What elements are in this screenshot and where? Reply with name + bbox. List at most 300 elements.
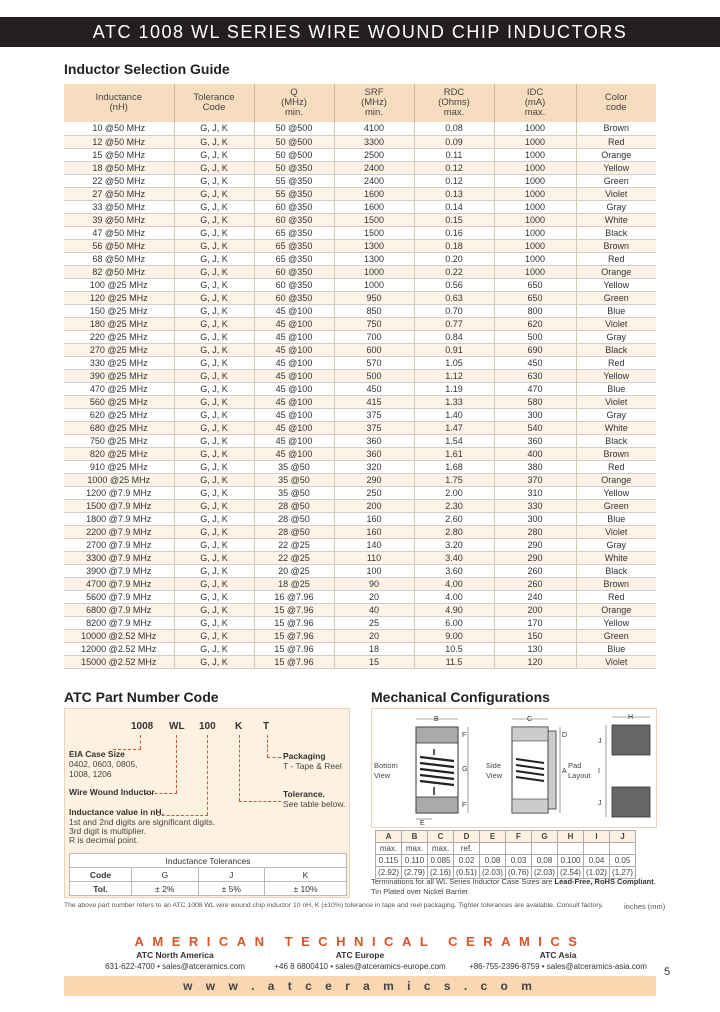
dim-cell: J <box>610 831 636 843</box>
table-cell: G, J, K <box>174 278 254 291</box>
table-cell: 0.11 <box>414 148 494 161</box>
table-cell: G, J, K <box>174 460 254 473</box>
table-cell: 45 @100 <box>254 343 334 356</box>
table-cell: 360 <box>334 447 414 460</box>
tolerance-desc: See table below. <box>283 799 346 809</box>
table-cell: 1000 <box>494 252 576 265</box>
table-cell: 18 @50 MHz <box>64 161 174 174</box>
table-cell: 50 @500 <box>254 135 334 148</box>
tolerance-table <box>69 853 347 896</box>
table-cell: 290 <box>494 538 576 551</box>
table-cell: Yellow <box>576 486 656 499</box>
table-cell: 55 @350 <box>254 187 334 200</box>
table-cell: G, J, K <box>174 473 254 486</box>
table-row <box>64 382 656 395</box>
code-packaging: T <box>263 721 270 732</box>
table-cell: 45 @100 <box>254 304 334 317</box>
dim-cell: G <box>532 831 558 843</box>
table-cell: 3.20 <box>414 538 494 551</box>
table-cell: 1000 <box>494 187 576 200</box>
table-cell: Gray <box>576 538 656 551</box>
table-cell: 1000 <box>494 200 576 213</box>
table-row <box>64 525 656 538</box>
table-row <box>64 590 656 603</box>
dim-cell: 0.115 <box>376 855 402 867</box>
table-row <box>64 603 656 616</box>
dim-cell <box>610 843 636 855</box>
case-size-values: 0402, 0603, 0805, 1008, 1206 <box>69 759 138 779</box>
table-cell: 47 @50 MHz <box>64 226 174 239</box>
tol-value-label: Tol. <box>70 882 132 896</box>
office-asia: ATC Asia +86-755-2396-8759 • sales@atceramics-asia.com <box>469 950 647 971</box>
table-cell: 140 <box>334 538 414 551</box>
table-cell: 35 @50 <box>254 473 334 486</box>
tolerance-label: Tolerance. <box>283 789 325 799</box>
tol-value-k: ± 10% <box>265 882 347 896</box>
dim-cell: max. <box>376 843 402 855</box>
table-cell: G, J, K <box>174 499 254 512</box>
table-row <box>64 356 656 369</box>
table-cell: G, J, K <box>174 369 254 382</box>
leader-tol <box>239 735 240 801</box>
dim-i-label: I <box>598 768 600 775</box>
table-row <box>64 265 656 278</box>
dim-a-label: A <box>562 768 567 775</box>
table-cell: 1.54 <box>414 434 494 447</box>
table-cell: Violet <box>576 187 656 200</box>
dim-cell <box>480 843 506 855</box>
wire-wound-label: Wire Wound Inductor <box>69 787 155 797</box>
table-cell: 0.12 <box>414 161 494 174</box>
table-cell: 620 <box>494 317 576 330</box>
table-cell: 12 @50 MHz <box>64 135 174 148</box>
table-cell: 68 @50 MHz <box>64 252 174 265</box>
table-cell: 4.90 <box>414 603 494 616</box>
table-cell: 15 @7.96 <box>254 603 334 616</box>
dimension-table <box>375 830 636 879</box>
table-row <box>64 343 656 356</box>
table-row <box>64 291 656 304</box>
table-row <box>64 473 656 486</box>
table-cell: Gray <box>576 330 656 343</box>
table-cell: 22 @25 <box>254 551 334 564</box>
office-europe: ATC Europe +46 8 6800410 • sales@atceramics-europe.com <box>274 950 446 971</box>
dim-cell: D <box>454 831 480 843</box>
dim-cell: H <box>558 831 584 843</box>
table-cell: 15 @7.96 <box>254 616 334 629</box>
tol-code-label: Code <box>70 868 132 882</box>
table-cell: 850 <box>334 304 414 317</box>
table-cell: 27 @50 MHz <box>64 187 174 200</box>
table-cell: G, J, K <box>174 655 254 668</box>
dim-letter-row <box>376 831 636 843</box>
table-cell: 0.15 <box>414 213 494 226</box>
table-cell: 22 @50 MHz <box>64 174 174 187</box>
dim-g-label: G <box>462 766 468 773</box>
table-row <box>64 148 656 161</box>
table-cell: 1300 <box>334 239 414 252</box>
table-row <box>64 226 656 239</box>
table-cell: 1000 <box>494 265 576 278</box>
table-cell: 415 <box>334 395 414 408</box>
table-cell: 20 <box>334 590 414 603</box>
table-cell: 4.00 <box>414 577 494 590</box>
table-row <box>64 122 656 135</box>
table-cell: 580 <box>494 395 576 408</box>
table-cell: Red <box>576 252 656 265</box>
table-row <box>64 512 656 525</box>
dim-cell: C <box>428 831 454 843</box>
table-cell: 290 <box>334 473 414 486</box>
table-cell: 0.14 <box>414 200 494 213</box>
table-cell: 3900 @7.9 MHz <box>64 564 174 577</box>
dim-sub-row <box>376 843 636 855</box>
table-cell: 1500 <box>334 226 414 239</box>
table-cell: 1600 <box>334 187 414 200</box>
table-cell: 600 <box>334 343 414 356</box>
dim-cell: I <box>584 831 610 843</box>
table-row <box>64 330 656 343</box>
company-name: AMERICAN TECHNICAL CERAMICS <box>134 934 586 949</box>
table-row <box>64 564 656 577</box>
table-cell: 50 @350 <box>254 161 334 174</box>
dim-cell: ref. <box>454 843 480 855</box>
table-cell: White <box>576 551 656 564</box>
table-cell: G, J, K <box>174 161 254 174</box>
table-cell: Red <box>576 356 656 369</box>
table-cell: 1000 <box>494 174 576 187</box>
table-cell: G, J, K <box>174 629 254 642</box>
table-cell: Blue <box>576 512 656 525</box>
table-cell: G, J, K <box>174 187 254 200</box>
table-row <box>64 174 656 187</box>
table-row <box>64 421 656 434</box>
table-cell: 0.91 <box>414 343 494 356</box>
table-row <box>64 499 656 512</box>
table-cell: 400 <box>494 447 576 460</box>
case-size-label: EIA Case Size <box>69 749 125 759</box>
part-number-footnote: The above part number refers to an ATC 1008 WL wire wound chip inductor 10 nH, K (±10%) tolerance in tape and reel packaging. Tighter tolerances are available. Consult factory. <box>64 902 604 909</box>
table-cell: 0.16 <box>414 226 494 239</box>
table-cell: 1.12 <box>414 369 494 382</box>
mechanical-title: Mechanical Configurations <box>371 689 550 705</box>
table-cell: G, J, K <box>174 122 254 135</box>
table-cell: Gray <box>576 200 656 213</box>
table-cell: Black <box>576 434 656 447</box>
table-cell: 560 @25 MHz <box>64 395 174 408</box>
table-row <box>64 460 656 473</box>
table-cell: 540 <box>494 421 576 434</box>
table-cell: G, J, K <box>174 382 254 395</box>
table-cell: 55 @350 <box>254 174 334 187</box>
dim-d-label: D <box>562 732 568 739</box>
table-cell: 15000 @2.52 MHz <box>64 655 174 668</box>
table-cell: Black <box>576 226 656 239</box>
table-cell: 22 @25 <box>254 538 334 551</box>
table-cell: 1000 <box>494 148 576 161</box>
table-cell: 680 @25 MHz <box>64 421 174 434</box>
page-title: ATC 1008 WL SERIES WIRE WOUND CHIP INDUCTORS <box>0 17 720 47</box>
table-cell: 45 @100 <box>254 434 334 447</box>
table-cell: 65 @350 <box>254 252 334 265</box>
dim-j2-label: J <box>598 800 602 807</box>
table-cell: 28 @50 <box>254 525 334 538</box>
col-q: Q (MHz) min. <box>254 84 334 122</box>
packaging-desc: T - Tape & Reel <box>283 761 342 771</box>
table-cell: G, J, K <box>174 343 254 356</box>
table-row <box>64 447 656 460</box>
table-cell: 25 <box>334 616 414 629</box>
table-cell: 0.13 <box>414 187 494 200</box>
dim-cell: 0.02 <box>454 855 480 867</box>
table-cell: 3300 @7.9 MHz <box>64 551 174 564</box>
table-cell: 2.60 <box>414 512 494 525</box>
table-cell: 2400 <box>334 161 414 174</box>
table-cell: 45 @100 <box>254 408 334 421</box>
dim-e-label: E <box>420 820 425 827</box>
table-cell: 620 @25 MHz <box>64 408 174 421</box>
table-cell: G, J, K <box>174 226 254 239</box>
table-cell: Orange <box>576 148 656 161</box>
mechanical-drawing-box <box>371 708 657 828</box>
dim-cell: B <box>402 831 428 843</box>
table-cell: Yellow <box>576 161 656 174</box>
table-cell: 0.77 <box>414 317 494 330</box>
table-cell: 56 @50 MHz <box>64 239 174 252</box>
table-cell: Brown <box>576 447 656 460</box>
table-cell: 120 <box>494 655 576 668</box>
table-cell: 1000 <box>494 239 576 252</box>
table-cell: 15 @7.96 <box>254 642 334 655</box>
col-idc: IDC (mA) max. <box>494 84 576 122</box>
table-cell: Green <box>576 499 656 512</box>
table-row <box>64 161 656 174</box>
table-cell: 220 @25 MHz <box>64 330 174 343</box>
table-cell: Red <box>576 590 656 603</box>
table-cell: Orange <box>576 265 656 278</box>
part-number-title: ATC Part Number Code <box>64 689 219 705</box>
table-cell: G, J, K <box>174 434 254 447</box>
dim-cell: max. <box>402 843 428 855</box>
table-cell: 60 @350 <box>254 213 334 226</box>
table-cell: 50 @500 <box>254 122 334 135</box>
code-tolerance: K <box>235 721 243 732</box>
table-header-row <box>64 84 656 122</box>
tol-code-j: J <box>198 868 265 882</box>
table-cell: 1.33 <box>414 395 494 408</box>
table-cell: G, J, K <box>174 616 254 629</box>
table-cell: 1800 @7.9 MHz <box>64 512 174 525</box>
table-cell: G, J, K <box>174 408 254 421</box>
table-cell: 1.05 <box>414 356 494 369</box>
tol-code-k: K <box>265 868 347 882</box>
table-cell: Green <box>576 174 656 187</box>
dim-cell <box>584 843 610 855</box>
table-cell: 120 @25 MHz <box>64 291 174 304</box>
table-cell: 370 <box>494 473 576 486</box>
table-cell: 1000 <box>494 226 576 239</box>
dim-b-label: B <box>434 716 439 723</box>
table-cell: 45 @100 <box>254 382 334 395</box>
leader-value <box>207 735 208 815</box>
code-value: 100 <box>199 721 216 732</box>
table-cell: 65 @350 <box>254 239 334 252</box>
tol-value-j: ± 5% <box>198 882 265 896</box>
table-cell: 1.75 <box>414 473 494 486</box>
table-cell: 950 <box>334 291 414 304</box>
table-cell: 110 <box>334 551 414 564</box>
table-cell: 1.19 <box>414 382 494 395</box>
bottom-view-label: Bottom View <box>374 761 398 780</box>
table-row <box>64 655 656 668</box>
table-cell: 39 @50 MHz <box>64 213 174 226</box>
table-cell: 270 @25 MHz <box>64 343 174 356</box>
dim-f2-label: F <box>462 802 467 809</box>
dim-cell: (2.92) <box>376 867 402 879</box>
table-cell: 250 <box>334 486 414 499</box>
table-cell: 20 <box>334 629 414 642</box>
code-case-size: 1008 <box>131 721 154 732</box>
table-cell: 180 @25 MHz <box>64 317 174 330</box>
dim-cell: A <box>376 831 402 843</box>
table-cell: G, J, K <box>174 551 254 564</box>
dim-c-label: C <box>527 716 533 723</box>
table-cell: Blue <box>576 642 656 655</box>
table-cell: 15 @7.96 <box>254 629 334 642</box>
leader-tol-h <box>239 801 281 802</box>
table-cell: 45 @100 <box>254 447 334 460</box>
table-cell: G, J, K <box>174 317 254 330</box>
dim-f-label: F <box>462 732 467 739</box>
table-cell: G, J, K <box>174 421 254 434</box>
table-cell: 3.40 <box>414 551 494 564</box>
table-cell: 690 <box>494 343 576 356</box>
table-cell: 10000 @2.52 MHz <box>64 629 174 642</box>
table-cell: 45 @100 <box>254 395 334 408</box>
table-cell: G, J, K <box>174 356 254 369</box>
table-cell: 700 <box>334 330 414 343</box>
table-cell: G, J, K <box>174 330 254 343</box>
table-cell: Blue <box>576 304 656 317</box>
table-cell: 18 <box>334 642 414 655</box>
dim-inch-row <box>376 855 636 867</box>
table-cell: G, J, K <box>174 291 254 304</box>
table-cell: G, J, K <box>174 447 254 460</box>
table-cell: Brown <box>576 239 656 252</box>
table-row <box>64 200 656 213</box>
table-cell: 100 <box>334 564 414 577</box>
table-cell: 820 @25 MHz <box>64 447 174 460</box>
leader-value-h <box>157 815 208 816</box>
table-cell: 16 @7.96 <box>254 590 334 603</box>
dim-cell: (1.27) <box>610 867 636 879</box>
table-body <box>64 122 656 668</box>
table-cell: 0.08 <box>414 122 494 135</box>
table-cell: 260 <box>494 564 576 577</box>
table-cell: Green <box>576 629 656 642</box>
dim-cell <box>558 843 584 855</box>
table-cell: Orange <box>576 603 656 616</box>
table-cell: 100 @25 MHz <box>64 278 174 291</box>
dim-cell: 0.110 <box>402 855 428 867</box>
table-cell: 450 <box>334 382 414 395</box>
table-cell: 45 @100 <box>254 317 334 330</box>
table-cell: 1000 <box>494 135 576 148</box>
table-cell: 1.68 <box>414 460 494 473</box>
table-cell: G, J, K <box>174 577 254 590</box>
table-cell: 375 <box>334 421 414 434</box>
table-row <box>64 642 656 655</box>
inductor-selection-table <box>64 84 656 669</box>
bottom-view-drawing <box>416 716 468 827</box>
table-cell: White <box>576 213 656 226</box>
table-cell: Gray <box>576 408 656 421</box>
table-cell: G, J, K <box>174 304 254 317</box>
table-cell: Yellow <box>576 278 656 291</box>
table-cell: G, J, K <box>174 486 254 499</box>
table-cell: Blue <box>576 382 656 395</box>
dim-h-label: H <box>628 714 634 721</box>
table-cell: 320 <box>334 460 414 473</box>
value-desc-1: 1st and 2nd digits are significant digits. <box>69 817 216 827</box>
table-cell: 6.00 <box>414 616 494 629</box>
dim-cell: 0.05 <box>610 855 636 867</box>
col-inductance: Inductance (nH) <box>64 84 174 122</box>
dim-cell: max. <box>428 843 454 855</box>
table-cell: 12000 @2.52 MHz <box>64 642 174 655</box>
table-cell: 160 <box>334 512 414 525</box>
table-cell: Violet <box>576 317 656 330</box>
table-cell: 45 @100 <box>254 356 334 369</box>
dim-cell: 0.08 <box>532 855 558 867</box>
table-cell: 200 <box>494 603 576 616</box>
value-desc-2: 3rd digit is multiplier. <box>69 826 147 836</box>
tolerance-caption: Inductance Tolerances <box>70 854 347 868</box>
table-cell: 650 <box>494 278 576 291</box>
pad-layout-drawing <box>598 714 650 817</box>
col-rdc: RDC (Ohms) max. <box>414 84 494 122</box>
tol-code-g: G <box>132 868 199 882</box>
dim-cell: (2.79) <box>402 867 428 879</box>
table-cell: 0.20 <box>414 252 494 265</box>
table-row <box>64 369 656 382</box>
table-cell: 300 <box>494 512 576 525</box>
dim-j-label: J <box>598 738 602 745</box>
selection-guide-title: Inductor Selection Guide <box>64 61 230 77</box>
table-cell: 910 @25 MHz <box>64 460 174 473</box>
table-cell: 9.00 <box>414 629 494 642</box>
table-cell: G, J, K <box>174 512 254 525</box>
table-cell: Black <box>576 564 656 577</box>
table-cell: 1000 <box>334 265 414 278</box>
table-cell: 33 @50 MHz <box>64 200 174 213</box>
table-cell: 1600 <box>334 200 414 213</box>
table-cell: 0.12 <box>414 174 494 187</box>
table-cell: 310 <box>494 486 576 499</box>
table-row <box>64 239 656 252</box>
table-cell: G, J, K <box>174 135 254 148</box>
table-cell: 500 <box>494 330 576 343</box>
table-cell: G, J, K <box>174 590 254 603</box>
table-cell: Brown <box>576 577 656 590</box>
table-cell: 4.00 <box>414 590 494 603</box>
dim-cell: 0.085 <box>428 855 454 867</box>
dim-cell: 0.100 <box>558 855 584 867</box>
table-cell: Red <box>576 135 656 148</box>
table-cell: 20 @25 <box>254 564 334 577</box>
table-cell: Black <box>576 343 656 356</box>
website-url[interactable]: w w w . a t c e r a m i c s . c o m <box>64 976 656 996</box>
